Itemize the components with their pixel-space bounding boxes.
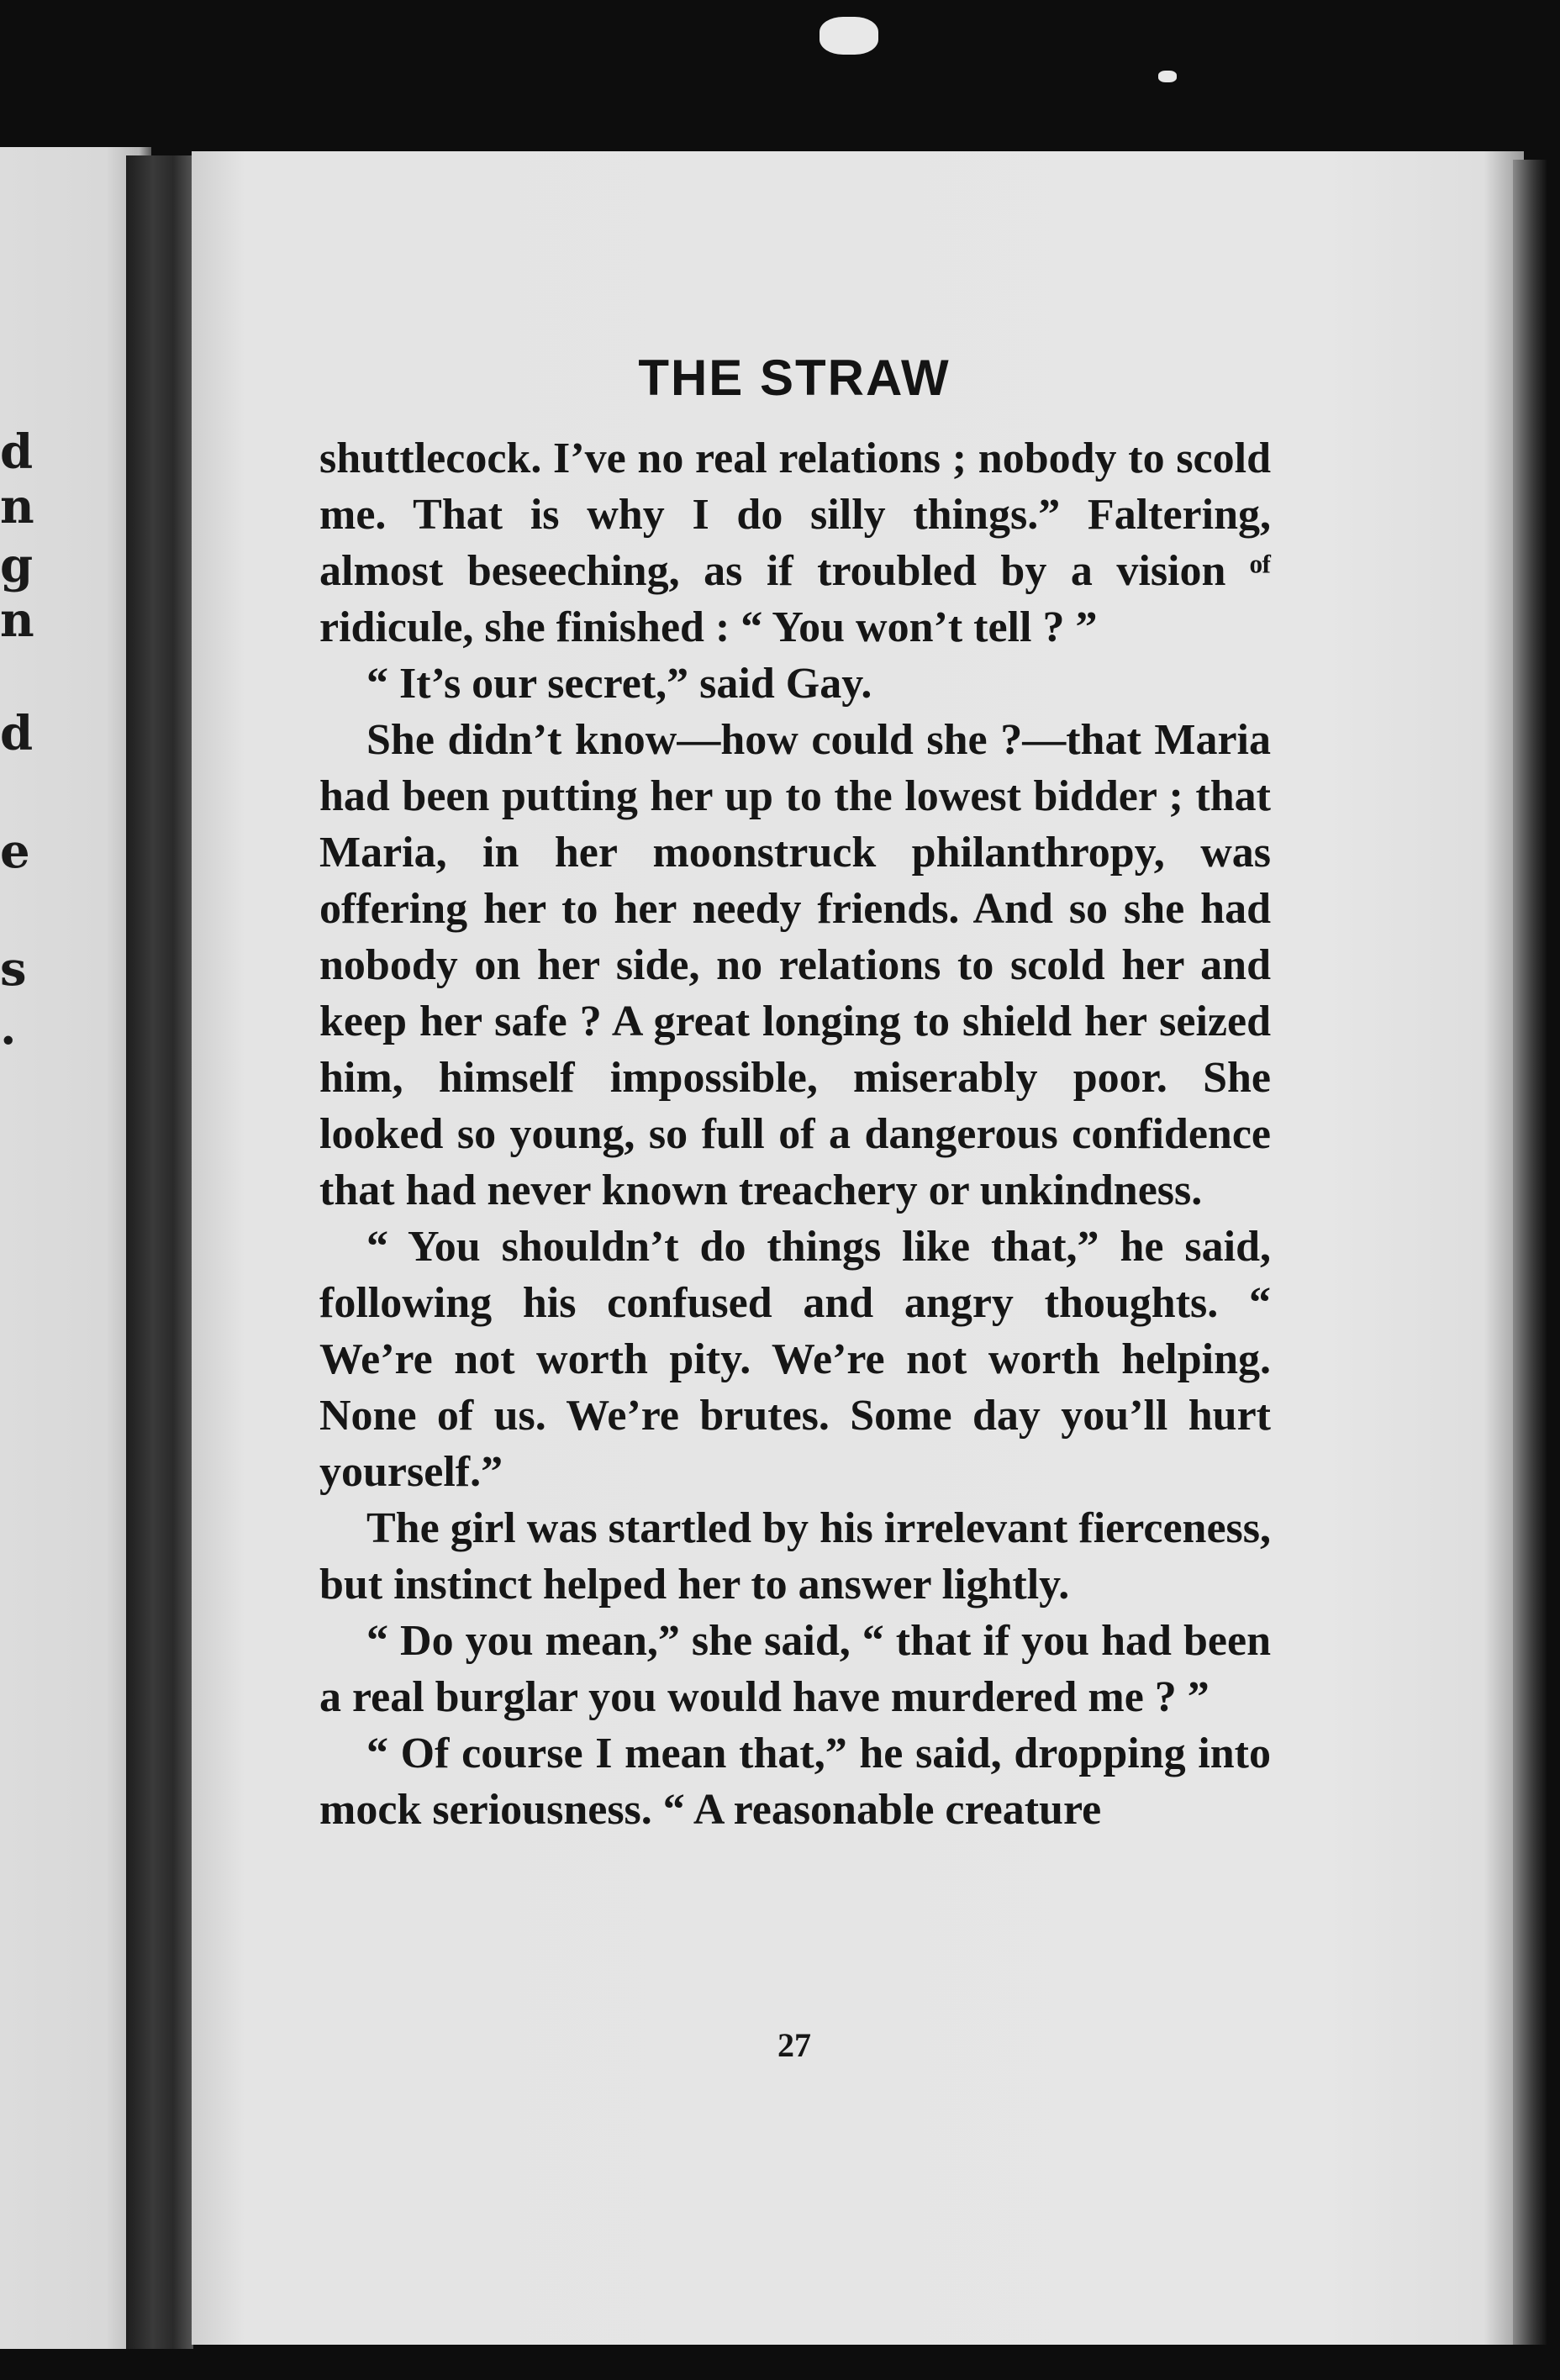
paragraph: She didn’t know—how could she ?—that Maria had been putting her up to the lowest bidder ; that Maria, in her moonstruck philanthropy, was offering her to her needy friends. And so she had nobody on her side, no relations to scold her and keep her safe ? A great longing to shield her seized him, himself impossible, miserably poor. She looked so young, so full of a dangerous confidence that had never known treachery or unkindness.	[319, 716, 1271, 1214]
paragraph: “ Do you mean,” she said, “ that if you had been a real burglar you would have murdered me ? ”	[319, 1617, 1271, 1721]
running-head: THE STRAW	[638, 350, 951, 406]
left-page-fragment: n	[0, 592, 34, 648]
scan-artifact-top	[820, 17, 878, 55]
page-edge-shadow	[1513, 160, 1547, 2345]
left-page-fragment: d	[0, 424, 34, 480]
paragraph: shuttlecock. I’ve no real relations ; nobody to scold me. That is why I do silly things.” Faltering, almost beseeching, as if troubled by a vision ᵒᶠ ridicule, she finished : “ You won’t tell ? ”	[319, 434, 1271, 651]
left-page-fragment: n	[0, 479, 34, 534]
paragraph: The girl was startled by his irrelevant fierceness, but instinct helped her to answer lightly.	[319, 1504, 1271, 1609]
scan-artifact-dot	[1158, 71, 1177, 82]
paragraph: “ Of course I mean that,” he said, dropping into mock seriousness. “ A reasonable creature	[319, 1730, 1271, 1834]
left-page-fragment: s	[0, 941, 27, 997]
left-page-fragment: g	[0, 538, 34, 593]
book-gutter	[126, 155, 193, 2349]
left-page-fragment: e	[0, 824, 30, 879]
page-body	[319, 430, 1271, 1838]
left-page-fragment: d	[0, 706, 34, 761]
paragraph: “ You shouldn’t do things like that,” he said, following his confused and angry thoughts. “ We’re not worth pity. We’re not worth helping. None of us. We’re brutes. Some day you’ll hurt yourself.”	[319, 1223, 1271, 1496]
left-page-fragment: .	[0, 1000, 17, 1056]
paragraph: “ It’s our secret,” said Gay.	[366, 660, 872, 708]
page-number: 27	[777, 2026, 811, 2064]
